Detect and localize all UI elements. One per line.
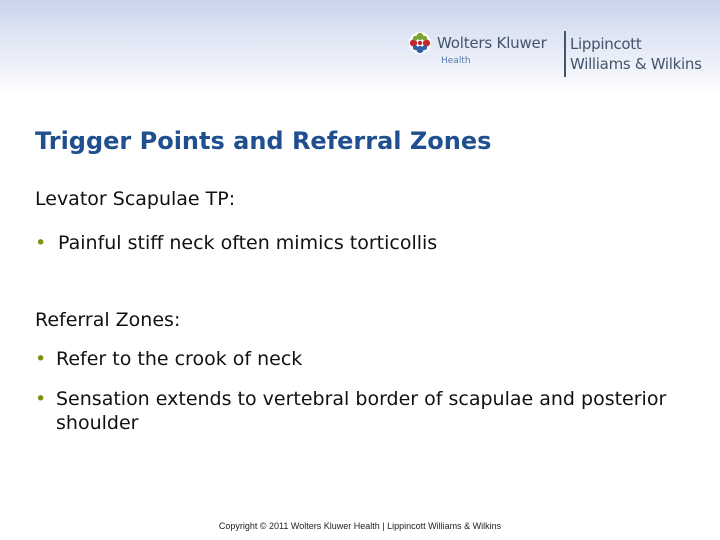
bullet-item xyxy=(35,347,675,371)
bullet-text: Refer to the crook of neck xyxy=(56,348,303,370)
slide-title: Trigger Points and Referral Zones xyxy=(35,127,492,155)
lww-wordmark-line1: Lippincott xyxy=(570,35,642,53)
health-label: Health xyxy=(441,56,471,66)
copyright-footer: Copyright © 2011 Wolters Kluwer Health | Lippincott Williams & Wilkins xyxy=(218,521,502,531)
bullet-text: Painful stiff neck often mimics torticollis xyxy=(58,232,438,254)
lww-wordmark-line2: Williams & Wilkins xyxy=(570,55,702,73)
bullet-text: Sensation extends to vertebral border of scapulae and posterior shoulder xyxy=(56,388,667,434)
section-heading-levator: Levator Scapulae TP: xyxy=(35,188,236,210)
wolters-kluwer-wordmark: Wolters Kluwer xyxy=(437,34,547,52)
bullet-icon: • xyxy=(35,388,47,410)
section-heading-referral: Referral Zones: xyxy=(35,309,181,331)
bullet-item xyxy=(35,387,675,435)
logo-divider xyxy=(564,31,566,77)
bullet-icon: • xyxy=(35,348,47,370)
bullet-icon: • xyxy=(35,232,47,254)
wolters-kluwer-logo-icon xyxy=(408,31,432,55)
bullet-item xyxy=(35,231,675,255)
